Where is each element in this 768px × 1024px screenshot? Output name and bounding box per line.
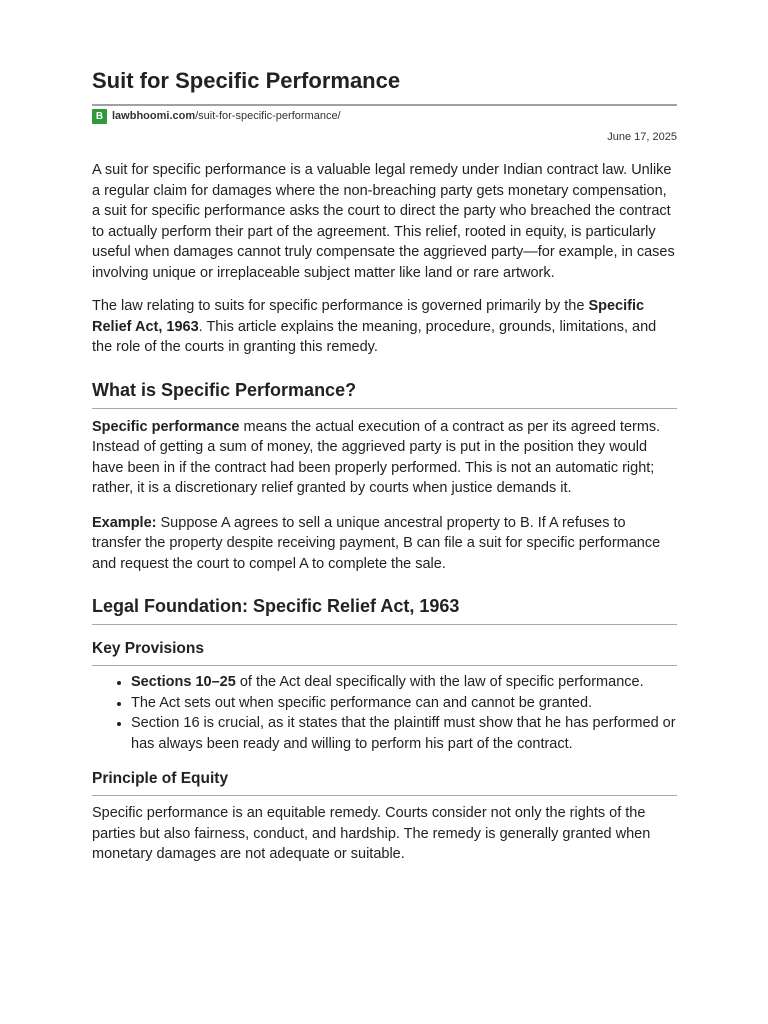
example-text: Suppose A agrees to sell a unique ancestral property to B. If A refuses to transfer the property despite receiving payment, B can file a suit for specific performance and request the court to compel A to complete the sale. xyxy=(92,514,661,572)
publish-date: June 17, 2025 xyxy=(607,131,677,143)
list-item xyxy=(131,713,677,754)
definition-bold: Specific performance xyxy=(92,418,240,435)
list-item-text: of the Act deal specifically with the law of specific performance. xyxy=(235,674,644,690)
key-provisions-list xyxy=(92,672,677,754)
subheading-key-provisions: Key Provisions xyxy=(92,639,677,666)
article-body xyxy=(92,160,677,865)
source-path[interactable]: /suit-for-specific-performance/ xyxy=(195,110,341,122)
source-domain[interactable]: lawbhoomi.com xyxy=(112,110,196,122)
example-label: Example: xyxy=(92,514,157,531)
section-heading-legal-foundation: Legal Foundation: Specific Relief Act, 1963 xyxy=(92,595,677,625)
intro-p2-bold: Specific Relief Act, 1963 xyxy=(92,298,645,335)
section-heading-what-is: What is Specific Performance? xyxy=(92,379,677,409)
list-item-bold: Sections 10–25 xyxy=(131,674,236,690)
example-paragraph xyxy=(92,513,677,575)
source-link[interactable] xyxy=(92,108,341,124)
intro-p2-text-a: The law relating to suits for specific performance is governed primarily by the xyxy=(92,298,589,314)
definition-paragraph xyxy=(92,417,677,499)
list-item-text: Section 16 is crucial, as it states that the plaintiff must show that he has performed or has always been ready and willing to perform his part of the contract. xyxy=(131,715,676,752)
list-item-text: The Act sets out when specific performance can and cannot be granted. xyxy=(131,694,593,711)
equity-paragraph: Specific performance is an equitable remedy. Courts consider not only the rights of the parties but also fairness, conduct, and hardship. The remedy is generally granted when monetary damages are not adequate or suitable. xyxy=(92,805,651,862)
definition-text: means the actual execution of a contract as per its agreed terms. Instead of getting a sum of money, the aggrieved party is put in the position they would have been in if the contract had been properly performed. This is not an automatic right; rather, it is a discretionary relief granted by courts when justice demands it. xyxy=(92,418,661,496)
article-title: Suit for Specific Performance xyxy=(92,68,677,106)
intro-paragraph-1: A suit for specific performance is a valuable legal remedy under Indian contract law. Unlike a regular claim for damages where the non-breaching party gets monetary compensation, a suit for specific performance asks the court to direct the party who breached the contract to actually perform their part of the agreement. This relief, rooted in equity, is particularly useful when damages cannot truly compensate the aggrieved party—for example, in cases involving unique or irreplaceable subject matter like land or rare artwork. xyxy=(92,162,675,281)
intro-p2-text-b: . This article explains the meaning, procedure, grounds, limitations, and the role of the courts in granting this remedy. xyxy=(92,318,657,355)
list-item xyxy=(131,693,677,714)
subheading-principle-of-equity: Principle of Equity xyxy=(92,769,677,796)
site-favicon-icon: B xyxy=(92,109,107,124)
list-item xyxy=(131,672,677,693)
intro-paragraph-2 xyxy=(92,296,677,358)
